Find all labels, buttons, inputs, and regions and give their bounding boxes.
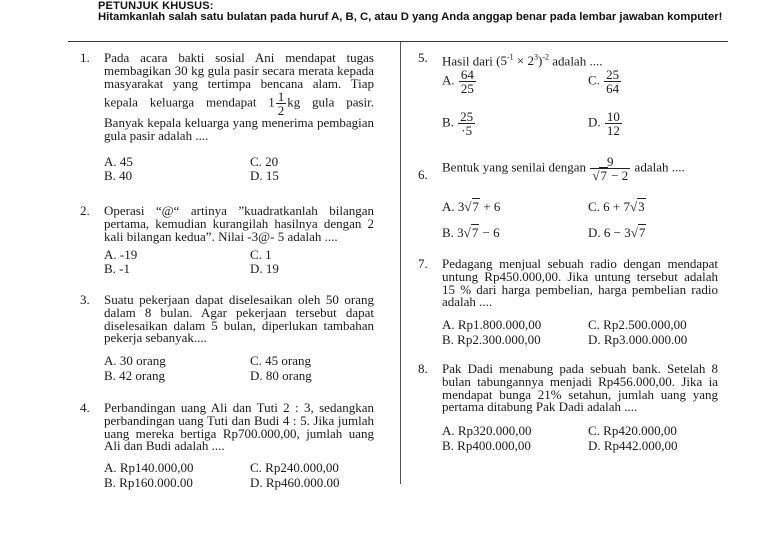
option-c[interactable]: C. Rp420.000,00 <box>588 423 677 438</box>
column-divider <box>400 42 401 484</box>
instructions-title: PETUNJUK KHUSUS: <box>98 0 214 12</box>
question-text: Operasi “@“ artinya ”kuadratkanlah bilangan pertama, kemudian kurangilah hasilnya dengan 2 kali bilangan kedua”. Nilai -3@- 5 adalah .... <box>104 203 374 244</box>
question-number: 3. <box>80 292 90 307</box>
option-b[interactable]: B. 3√7 − 6 <box>442 225 500 240</box>
option-a[interactable]: A. Rp320.000,00 <box>442 423 532 438</box>
option-c[interactable]: C. 1 <box>250 247 272 262</box>
question-text: Pedagang menjual sebuah radio dengan mendapat untung Rp450.000,00. Jika untung tersebut adalah 15 % dari harga pembelian, harga pembelian radio adalah .... <box>442 256 718 310</box>
option-c[interactable]: C. 20 <box>250 154 279 169</box>
question-number: 4. <box>80 400 90 415</box>
option-d[interactable]: D. 15 <box>250 168 279 183</box>
question-6 <box>418 155 718 245</box>
option-d[interactable]: D. 6 − 3√7 <box>588 225 646 240</box>
option-b[interactable]: B. 40 <box>104 168 133 183</box>
question-number: 2. <box>80 203 90 218</box>
question-number: 1. <box>80 50 90 65</box>
instructions-text: Hitamkanlah salah satu bulatan pada huruf A, B, C, atau D yang Anda anggap benar pada lembar jawaban komputer! <box>98 11 723 23</box>
option-a[interactable]: A. 3√7 + 6 <box>442 199 501 214</box>
question-number: 7. <box>418 256 428 271</box>
option-b[interactable]: B. Rp400.000,00 <box>442 438 531 453</box>
option-a[interactable]: A. Rp140.000,00 <box>104 460 194 475</box>
option-a[interactable]: A. 45 <box>104 154 133 169</box>
option-a[interactable]: A. Rp1.800.000,00 <box>442 317 542 332</box>
option-c[interactable]: C. Rp240.000,00 <box>250 460 339 475</box>
option-a[interactable]: A. 30 orang <box>104 353 166 368</box>
option-b[interactable]: B. Rp160.000.00 <box>104 475 193 490</box>
option-c[interactable]: C. Rp2.500.000,00 <box>588 317 687 332</box>
option-b[interactable]: B. Rp2.300.000,00 <box>442 332 541 347</box>
option-d[interactable]: D. Rp3.000.000.00 <box>588 332 688 347</box>
option-d[interactable]: D. 19 <box>250 261 279 276</box>
option-b[interactable]: B. 42 orang <box>104 368 166 383</box>
header-divider <box>68 41 728 42</box>
option-c[interactable]: C. 6 + 7√3 <box>588 199 645 214</box>
question-text: Pak Dadi menabung pada sebuah bank. Setelah 8 bulan tabungannya menjadi Rp456.000,00. Jika ia mendapat bunga 21% setahun, jumlah uang yang pertama ditabung Pak Dadi adalah .... <box>442 361 718 415</box>
option-c[interactable]: C. $\frac{25}{64}$ <box>588 67 620 96</box>
question-2 <box>80 205 376 277</box>
fraction: $\frac{1}{2}$ <box>277 89 285 119</box>
option-d[interactable]: D. Rp460.000.00 <box>250 475 340 490</box>
option-a[interactable]: A. -19 <box>104 247 138 262</box>
question-text: Suatu pekerjaan dapat diselesaikan oleh 50 orang dalam 8 bulan. Agar pekerjaan tersebut dapat diselesaikan dalam 5 bulan, diperlukan tambahan pekerja sebanyak.... <box>104 292 374 346</box>
question-text: Hasil dari $(5^{-1} \times 2^3)^{-2}$ adalah .... <box>442 53 603 69</box>
question-number: 5. <box>418 50 428 65</box>
option-d[interactable]: D. Rp442.000,00 <box>588 438 678 453</box>
question-1 <box>80 52 376 182</box>
question-7 <box>418 258 718 348</box>
fraction: $\frac{9}{√7 - 2}$ <box>592 154 629 183</box>
option-d[interactable]: D. 80 orang <box>250 368 312 383</box>
question-number: 8. <box>418 361 428 376</box>
question-5 <box>418 52 718 148</box>
question-text: Perbandingan uang Ali dan Tuti 2 : 3, sedangkan perbandingan uang Tuti dan Budi 4 : 5. Jika jumlah uang mereka bertiga Rp700.000,00, jumlah uang Ali dan Budi adalah .... <box>104 400 374 454</box>
question-8 <box>418 363 718 455</box>
question-text: Bentuk yang senilai dengan $\frac{9}{√7 - 2}$ adalah .... <box>442 154 685 183</box>
option-c[interactable]: C. 45 orang <box>250 353 312 368</box>
question-number: 6. <box>418 167 428 182</box>
question-3 <box>80 294 376 384</box>
question-text: Pada acara bakti sosial Ani mendapat tugas membagikan 30 kg gula pasir secara merata kepada masyarakat yang tertimpa bencana alam. Tiap kepala keluarga mendapat 1 $\frac{1}{2}$ kg gula pasir. Banyak kepala keluarga yang menerima pembagian gula pasir adalah .... <box>104 50 374 144</box>
option-d[interactable]: D. $\frac{10}{12}$ <box>588 109 620 138</box>
expression: $(5^{-1} \times 2^3)^{-2}$ <box>496 53 550 69</box>
option-a[interactable]: A. $\frac{64}{25}$ <box>442 67 474 96</box>
option-b[interactable]: B. $\frac{25}{\cdot 5}$ <box>442 109 474 138</box>
question-4 <box>80 402 376 494</box>
option-b[interactable]: B. -1 <box>104 261 130 276</box>
